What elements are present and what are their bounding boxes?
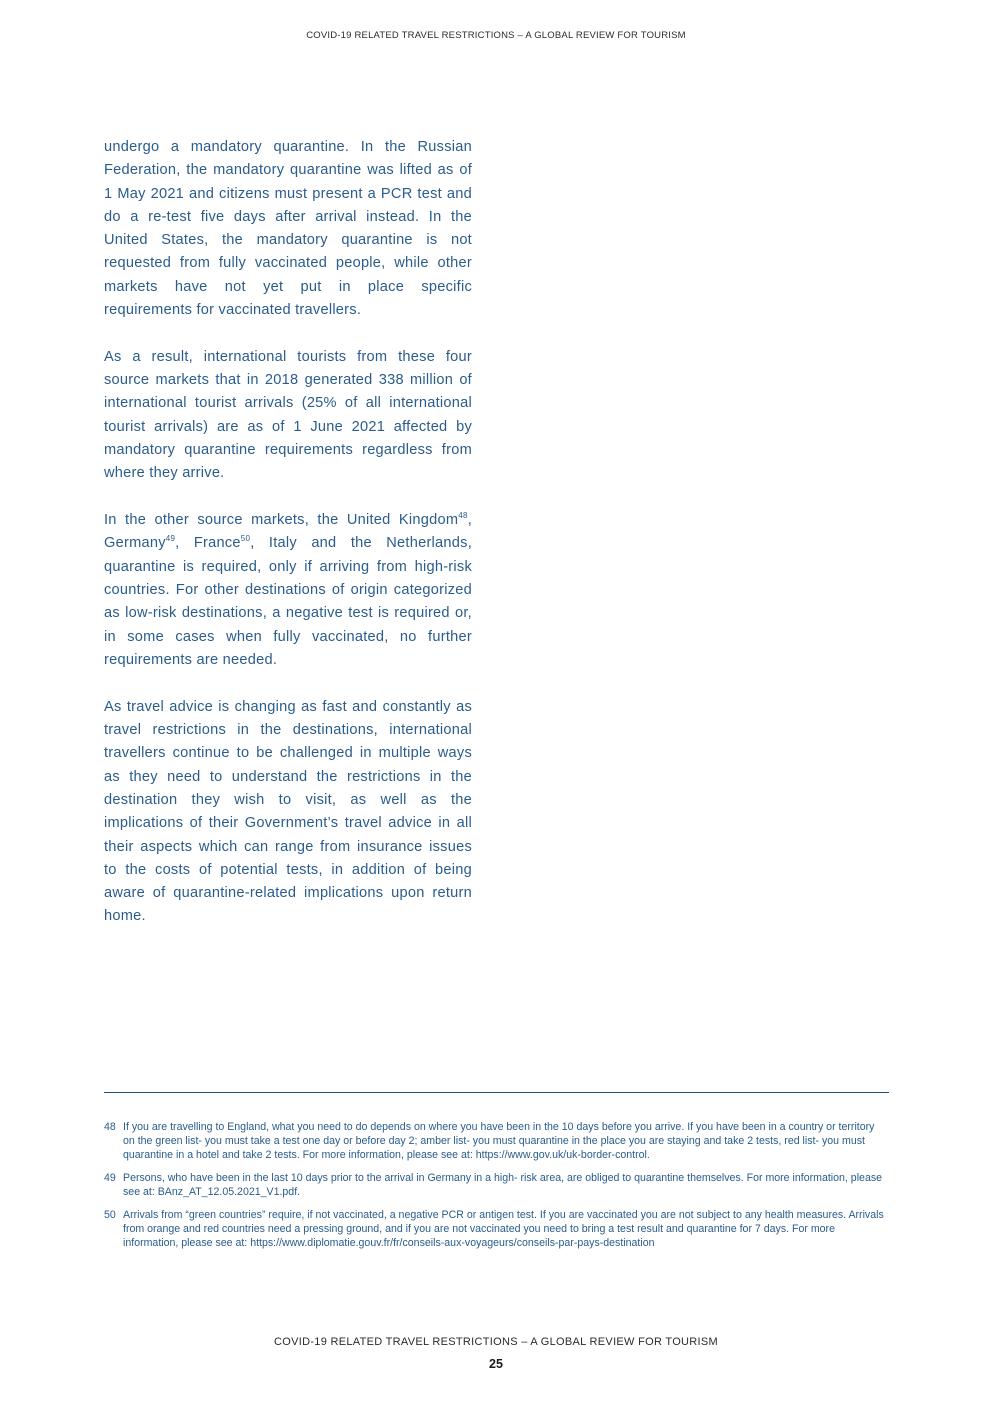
footnote-divider bbox=[104, 1092, 889, 1093]
footnotes-section bbox=[104, 1120, 889, 1259]
running-footer: COVID-19 RELATED TRAVEL RESTRICTIONS – A GLOBAL REVIEW FOR TOURISM bbox=[273, 1336, 718, 1348]
footnote-ref-50[interactable]: 50 bbox=[240, 534, 251, 544]
paragraph-text: , Italy and the Netherlands, quarantine is required, only if arriving from high-risk countries. For other destinations of origin categorized as low-risk destinations, a negative test is required or, in some cases when fully vaccinated, no further requirements are needed. bbox=[104, 535, 472, 668]
footnote-49 bbox=[104, 1171, 889, 1199]
paragraph-affected-tourists: As a result, international tourists from these four source markets that in 2018 generated 338 million of international tourist arrivals (25% of all international tourist arrivals) are as of 1 June 2021 affected by mandatory quarantine requirements regardless from where they arrive. bbox=[104, 348, 472, 482]
footnote-number: 50 bbox=[104, 1209, 116, 1221]
footnote-ref-48[interactable]: 48 bbox=[458, 511, 468, 521]
footnote-text: If you are travelling to England, what you need to do depends on where you have been in the 10 days before you arrive. If you have been in a country or territory on the green list- you must take a test one day or before day 2; amber list- you must quarantine in the place you are staying and take 2 tests, red list- you must quarantine in a hotel and take 2 tests. For more information, please see at: https://www.gov.uk/uk-border-control. bbox=[123, 1121, 875, 1161]
paragraph-text: In the other source markets, the United Kingdom bbox=[104, 512, 459, 529]
paragraph-travel-advice: As travel advice is changing as fast and constantly as travel restrictions in the destinations, international travellers continue to be challenged in multiple ways as they need to understand the restrictions in the destination they wish to visit, as well as the implications of their Government’s travel advice in all their aspects which can range from insurance issues to the costs of potential tests, in addition of being aware of quarantine-related implications upon return home. bbox=[104, 698, 472, 925]
paragraph-text: , Germany bbox=[104, 512, 472, 552]
footnote-text: Persons, who have been in the last 10 days prior to the arrival in Germany in a high- risk area, are obliged to quarantine themselves. For more information, please see at: BAnz_AT_12.05.2021_V1.pdf. bbox=[123, 1172, 883, 1198]
paragraph-text: , France bbox=[175, 535, 241, 552]
footnote-number: 49 bbox=[104, 1172, 116, 1184]
page-number: 25 bbox=[489, 1357, 503, 1371]
paragraph-quarantine-lifted: undergo a mandatory quarantine. In the Russian Federation, the mandatory quarantine was lifted as of 1 May 2021 and citizens must present a PCR test and do a re-test five days after arrival instead. In the United States, the mandatory quarantine is not requested from fully vaccinated people, while other markets have not yet put in place specific requirements for vaccinated travellers. bbox=[104, 139, 472, 319]
footnote-48 bbox=[104, 1120, 889, 1162]
footnote-ref-49[interactable]: 49 bbox=[165, 534, 176, 544]
footnote-text: Arrivals from “green countries” require, if not vaccinated, a negative PCR or antigen test. If you are vaccinated you are not subject to any health measures. Arrivals from orange and red countries need a pressing ground, and if you are not vaccinated you need to bring a test result and quarantine for 7 days. For more information, please see at: https://www.diplomatie.gouv.fr/fr/conseils-aux-voyageurs/conseils-par-pays-destination bbox=[123, 1209, 884, 1249]
footnote-50 bbox=[104, 1208, 889, 1250]
body-column bbox=[104, 136, 472, 952]
footnote-number: 48 bbox=[104, 1121, 116, 1133]
running-header: COVID-19 RELATED TRAVEL RESTRICTIONS – A GLOBAL REVIEW FOR TOURISM bbox=[306, 30, 686, 41]
paragraph-other-source-markets bbox=[104, 509, 472, 672]
